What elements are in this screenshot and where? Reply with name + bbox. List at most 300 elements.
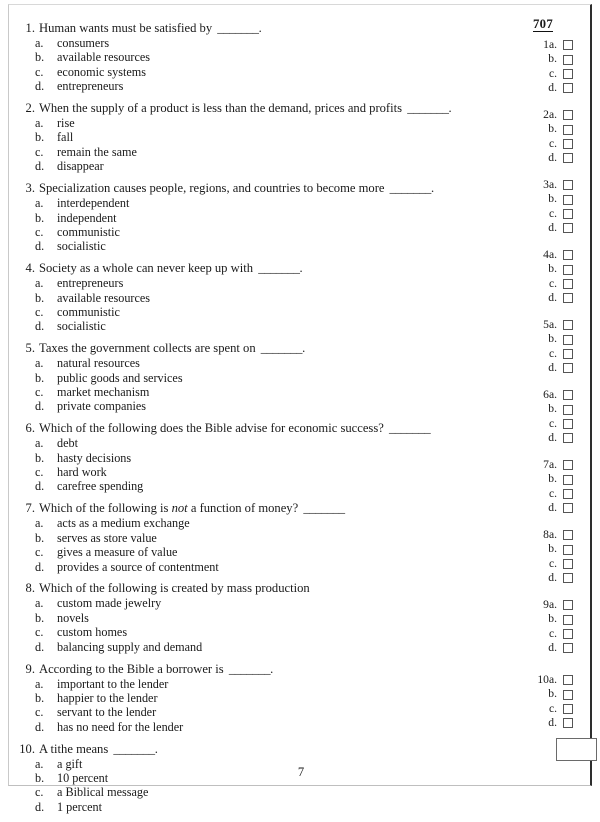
option-letter: c. (35, 705, 44, 720)
option-letter: b. (35, 290, 45, 305)
answer-group (509, 38, 587, 96)
option-letter: a. (35, 436, 44, 451)
option-item[interactable] (9, 356, 509, 370)
question-line (9, 181, 509, 196)
option-letter: a. (35, 756, 44, 771)
option-letter: c. (35, 144, 44, 159)
answer-label: 3a. (543, 178, 557, 191)
option-text: custom made jewelry (57, 596, 162, 611)
option-item[interactable] (9, 545, 509, 559)
answer-checkbox[interactable] (563, 718, 573, 728)
answer-label: c. (548, 66, 557, 80)
answer-checkbox[interactable] (563, 475, 573, 485)
option-item[interactable] (9, 465, 509, 479)
option-item[interactable] (9, 451, 509, 465)
question-line (9, 341, 509, 356)
answer-checkbox[interactable] (563, 390, 573, 400)
question-text (39, 581, 310, 596)
answer-row[interactable] (509, 598, 587, 612)
answer-label: c. (548, 136, 557, 150)
answer-checkbox[interactable] (563, 139, 573, 149)
question-text-before: A tithe means (39, 741, 109, 756)
answer-row[interactable] (509, 122, 587, 136)
question-text-before: Society as a whole can never keep up with (39, 261, 254, 276)
answer-checkbox[interactable] (563, 83, 573, 93)
worksheet-page (8, 4, 592, 814)
option-text: provides a source of contentment (57, 559, 219, 574)
answer-checkbox[interactable] (563, 690, 573, 700)
question-line (9, 101, 509, 116)
option-text: serves as store value (57, 530, 157, 545)
answer-label: c. (548, 701, 557, 715)
answer-label: c. (548, 486, 557, 500)
answer-checkbox[interactable] (563, 320, 573, 330)
answer-row[interactable] (509, 417, 587, 431)
option-item[interactable] (9, 50, 509, 64)
option-item[interactable] (9, 130, 509, 144)
question-block (9, 261, 509, 334)
option-item[interactable] (9, 291, 509, 305)
answer-row[interactable] (509, 347, 587, 361)
answer-group (509, 458, 587, 516)
option-text: hard work (57, 465, 107, 480)
option-text: available resources (57, 290, 151, 305)
answer-row[interactable] (509, 332, 587, 346)
answer-row[interactable] (509, 687, 587, 701)
answer-checkbox[interactable] (563, 643, 573, 653)
answer-label: b. (548, 542, 557, 556)
option-list (9, 596, 509, 654)
answer-checkbox[interactable] (563, 195, 573, 205)
answer-row[interactable] (509, 702, 587, 716)
question-number: 2. (25, 101, 35, 116)
option-item[interactable] (9, 305, 509, 319)
option-item[interactable] (9, 211, 509, 225)
answer-checkbox[interactable] (563, 40, 573, 50)
option-letter: a. (35, 36, 44, 50)
option-letter: c. (35, 64, 44, 79)
answer-blank[interactable]: _______ (113, 741, 155, 756)
question-block (9, 101, 509, 174)
answer-checkbox[interactable] (563, 110, 573, 120)
option-letter: c. (35, 304, 44, 319)
answer-label: d. (548, 81, 557, 95)
option-text: public goods and services (57, 370, 183, 385)
option-item[interactable] (9, 640, 509, 654)
option-item[interactable] (9, 116, 509, 130)
option-text: entrepreneurs (57, 276, 124, 291)
answer-label: c. (548, 416, 557, 430)
question-text-after: . (299, 261, 303, 276)
answer-label: b. (548, 52, 557, 66)
option-list (9, 516, 509, 574)
option-item[interactable] (9, 371, 509, 385)
option-item[interactable] (9, 720, 509, 734)
option-text: debt (57, 436, 78, 451)
option-item[interactable] (9, 225, 509, 239)
answer-checkbox[interactable] (563, 489, 573, 499)
option-text: acts as a medium exchange (57, 516, 190, 531)
question-number: 10. (19, 741, 35, 756)
question-text-before: When the supply of a product is less than the demand, prices and profits (39, 101, 403, 116)
answer-checkbox[interactable] (563, 363, 573, 373)
option-text: disappear (57, 159, 104, 174)
option-text: 10 percent (57, 770, 109, 785)
answer-row[interactable] (509, 557, 587, 571)
question-line (9, 261, 509, 276)
option-letter: b. (35, 370, 45, 385)
option-letter: b. (35, 690, 45, 705)
option-item[interactable] (9, 596, 509, 610)
answer-checkbox[interactable] (563, 293, 573, 303)
answer-checkbox[interactable] (563, 55, 573, 65)
option-text: happier to the lender (57, 690, 158, 705)
question-text-after: . (430, 181, 435, 196)
answer-row[interactable] (509, 277, 587, 291)
answer-checkbox[interactable] (563, 675, 573, 685)
answer-label: b. (548, 262, 557, 276)
answer-checkbox[interactable] (563, 704, 573, 714)
answer-label: 4a. (543, 248, 557, 261)
option-text: independent (57, 210, 117, 225)
option-letter: a. (35, 516, 44, 531)
option-letter: c. (35, 465, 44, 480)
question-line (9, 21, 509, 36)
question-number: 1. (25, 21, 35, 35)
answer-checkbox[interactable] (563, 153, 573, 163)
option-letter: b. (35, 210, 45, 225)
answer-row[interactable] (509, 542, 587, 556)
option-letter: b. (35, 130, 45, 145)
option-letter: b. (35, 770, 45, 785)
option-letter: a. (35, 276, 44, 291)
answer-checkbox[interactable] (563, 503, 573, 513)
option-letter: b. (35, 530, 45, 545)
answer-row[interactable] (509, 52, 587, 66)
answer-checkbox[interactable] (563, 279, 573, 289)
option-letter: d. (35, 399, 45, 414)
answer-row[interactable] (509, 673, 587, 687)
option-list (9, 356, 509, 414)
answer-blank[interactable]: _______ (388, 421, 431, 436)
answer-row[interactable] (509, 291, 587, 305)
answer-column (509, 5, 593, 787)
option-item[interactable] (9, 385, 509, 399)
option-text: novels (57, 610, 89, 625)
option-text: a Biblical message (57, 785, 149, 800)
question-number: 7. (25, 501, 35, 516)
option-letter: d. (35, 479, 45, 494)
option-item[interactable] (9, 319, 509, 333)
option-letter: c. (35, 385, 44, 400)
answer-label: b. (548, 612, 557, 626)
answer-row[interactable] (509, 472, 587, 486)
option-text: communistic (57, 304, 120, 319)
option-letter: d. (35, 159, 45, 174)
answer-checkbox[interactable] (563, 530, 573, 540)
option-item[interactable] (9, 276, 509, 290)
answer-group (509, 108, 587, 166)
answer-label: c. (548, 276, 557, 290)
score-box[interactable] (556, 738, 597, 761)
answer-label: 6a. (543, 388, 557, 401)
answer-label: 1a. (543, 38, 557, 51)
answer-checkbox[interactable] (563, 573, 573, 583)
answer-row[interactable] (509, 262, 587, 276)
option-letter: c. (35, 785, 44, 800)
question-text (39, 101, 452, 116)
question-text-before: Which of the following is (39, 501, 169, 516)
answer-row[interactable] (509, 318, 587, 332)
option-letter: d. (35, 719, 45, 734)
option-text: gives a measure of value (57, 545, 178, 560)
answer-row[interactable] (509, 361, 587, 375)
option-letter: a. (35, 676, 44, 691)
question-block (9, 501, 509, 574)
answer-row[interactable] (509, 67, 587, 81)
answer-row[interactable] (509, 641, 587, 655)
answer-row[interactable] (509, 431, 587, 445)
option-item[interactable] (9, 65, 509, 79)
option-text: entrepreneurs (57, 79, 124, 94)
option-list (9, 196, 509, 254)
answer-blank[interactable]: _______ (217, 21, 259, 35)
option-letter: d. (35, 79, 45, 94)
answer-row[interactable] (509, 716, 587, 730)
question-text-after: . (302, 341, 306, 356)
answer-label: c. (548, 556, 557, 570)
question-emphasis-word: not (171, 501, 188, 516)
answer-row[interactable] (509, 192, 587, 206)
option-text: market mechanism (57, 385, 150, 400)
question-line (9, 421, 509, 436)
answer-row[interactable] (509, 612, 587, 626)
option-letter: d. (35, 799, 45, 814)
question-text-after: . (448, 101, 452, 116)
option-item[interactable] (9, 79, 509, 93)
question-line (9, 501, 509, 516)
question-text (39, 742, 158, 757)
answer-label: c. (548, 346, 557, 360)
answer-row[interactable] (509, 402, 587, 416)
answer-label: d. (548, 641, 557, 655)
answer-checkbox[interactable] (563, 349, 573, 359)
option-text: private companies (57, 399, 147, 414)
answer-checkbox[interactable] (563, 545, 573, 555)
question-text-mid: a function of money? (190, 501, 299, 516)
option-text: balancing supply and demand (57, 639, 203, 654)
answer-blank[interactable]: _______ (228, 661, 271, 676)
option-letter: c. (35, 224, 44, 239)
question-text-before: Human wants must be satisfied by (39, 21, 213, 35)
answer-label: d. (548, 501, 557, 515)
answer-checkbox[interactable] (563, 125, 573, 135)
option-text: a gift (57, 756, 83, 771)
option-item[interactable] (9, 611, 509, 625)
answer-label: c. (548, 626, 557, 640)
option-letter: d. (35, 319, 45, 334)
answer-label: 2a. (543, 108, 557, 121)
option-text: interdependent (57, 196, 130, 211)
option-item[interactable] (9, 399, 509, 413)
answer-label: 9a. (543, 598, 557, 611)
answer-row[interactable] (509, 137, 587, 151)
question-block (9, 181, 509, 254)
answer-row[interactable] (509, 108, 587, 122)
answer-checkbox[interactable] (563, 180, 573, 190)
option-text: rise (57, 116, 75, 131)
answer-checkbox[interactable] (563, 433, 573, 443)
answer-label: d. (548, 716, 557, 730)
option-letter: d. (35, 559, 45, 574)
answer-checkbox[interactable] (563, 250, 573, 260)
option-list (9, 276, 509, 334)
question-text (39, 662, 273, 677)
option-text: consumers (57, 36, 110, 50)
answer-checkbox[interactable] (563, 405, 573, 415)
answer-row[interactable] (509, 501, 587, 515)
answer-blank[interactable]: _______ (260, 341, 303, 356)
answer-group (509, 388, 587, 446)
answer-label: b. (548, 687, 557, 701)
option-text: servant to the lender (57, 705, 157, 720)
answer-checkbox[interactable] (563, 615, 573, 625)
answer-row[interactable] (509, 207, 587, 221)
answer-row[interactable] (509, 388, 587, 402)
option-text: communistic (57, 224, 120, 239)
answer-row[interactable] (509, 248, 587, 262)
option-item[interactable] (9, 479, 509, 493)
question-line (9, 581, 509, 596)
answer-blank[interactable]: _______ (389, 181, 431, 196)
answer-row[interactable] (509, 81, 587, 95)
answer-label: d. (548, 151, 557, 165)
answer-label: c. (548, 206, 557, 220)
answer-row[interactable] (509, 627, 587, 641)
answer-row[interactable] (509, 487, 587, 501)
question-line (9, 662, 509, 677)
option-item[interactable] (9, 625, 509, 639)
answer-label: b. (548, 332, 557, 346)
question-number: 8. (25, 581, 35, 596)
question-block (9, 341, 509, 414)
question-text (39, 261, 303, 276)
question-number: 5. (25, 341, 35, 356)
answer-checkbox[interactable] (563, 335, 573, 345)
answer-blank[interactable]: _______ (258, 261, 300, 276)
question-block (9, 21, 509, 94)
option-text: has no need for the lender (57, 719, 184, 734)
option-text: hasty decisions (57, 450, 132, 465)
answer-row[interactable] (509, 38, 587, 52)
option-letter: a. (35, 356, 44, 371)
answer-checkbox[interactable] (563, 460, 573, 470)
answer-group (509, 248, 587, 306)
option-text: remain the same (57, 144, 137, 159)
option-item[interactable] (9, 691, 509, 705)
question-text (39, 421, 430, 436)
question-text-before: Which of the following does the Bible advise for economic success? (39, 421, 384, 436)
answer-label: 8a. (543, 528, 557, 541)
answer-checkbox[interactable] (563, 69, 573, 79)
option-item[interactable] (9, 36, 509, 50)
answer-group (509, 528, 587, 586)
option-text: fall (57, 130, 74, 145)
page-content (9, 5, 593, 814)
answer-group (509, 673, 587, 731)
question-block (9, 581, 509, 654)
option-text: 1 percent (57, 799, 103, 814)
answer-label: d. (548, 291, 557, 305)
option-letter: c. (35, 545, 44, 560)
answer-row[interactable] (509, 178, 587, 192)
answer-blank[interactable]: _______ (407, 101, 449, 116)
answer-checkbox[interactable] (563, 265, 573, 275)
answer-group (509, 318, 587, 376)
option-text: socialistic (57, 239, 106, 254)
question-number: 3. (25, 181, 35, 196)
option-item[interactable] (9, 239, 509, 253)
answer-label: d. (548, 431, 557, 445)
option-list (9, 677, 509, 735)
option-letter: d. (35, 239, 45, 254)
lesson-code (509, 17, 577, 32)
answer-group (509, 598, 587, 656)
answer-checkbox[interactable] (563, 559, 573, 569)
answer-group (509, 178, 587, 236)
option-item[interactable] (9, 159, 509, 173)
answer-label: d. (548, 221, 557, 235)
question-text-before: Taxes the government collects are spent on (39, 341, 256, 356)
question-text-before: According to the Bible a borrower is (39, 661, 224, 676)
answer-row[interactable] (509, 528, 587, 542)
page-number: 7 (297, 765, 305, 779)
answer-checkbox[interactable] (563, 629, 573, 639)
option-item[interactable] (9, 196, 509, 210)
option-text: natural resources (57, 356, 140, 371)
answer-row[interactable] (509, 221, 587, 235)
option-item[interactable] (9, 531, 509, 545)
option-letter: a. (35, 116, 44, 131)
answer-label: d. (548, 361, 557, 375)
option-text: available resources (57, 50, 151, 65)
answer-checkbox[interactable] (563, 419, 573, 429)
option-item[interactable] (9, 436, 509, 450)
answer-label: b. (548, 192, 557, 206)
option-item[interactable] (9, 560, 509, 574)
answer-checkbox[interactable] (563, 600, 573, 610)
option-item[interactable] (9, 145, 509, 159)
answer-label: b. (548, 122, 557, 136)
option-item[interactable] (9, 516, 509, 530)
option-item[interactable] (9, 677, 509, 691)
question-number: 6. (25, 421, 35, 436)
option-letter: d. (35, 639, 45, 654)
question-number: 4. (25, 261, 35, 276)
answer-row[interactable] (509, 458, 587, 472)
option-letter: c. (35, 625, 44, 640)
option-letter: b. (35, 450, 45, 465)
answer-blank[interactable]: _______ (303, 501, 345, 516)
question-block (9, 662, 509, 735)
option-item[interactable] (9, 800, 509, 814)
answer-checkbox[interactable] (563, 209, 573, 219)
answer-row[interactable] (509, 571, 587, 585)
answer-checkbox[interactable] (563, 223, 573, 233)
question-text (39, 341, 305, 356)
answer-row[interactable] (509, 151, 587, 165)
option-item[interactable] (9, 705, 509, 719)
